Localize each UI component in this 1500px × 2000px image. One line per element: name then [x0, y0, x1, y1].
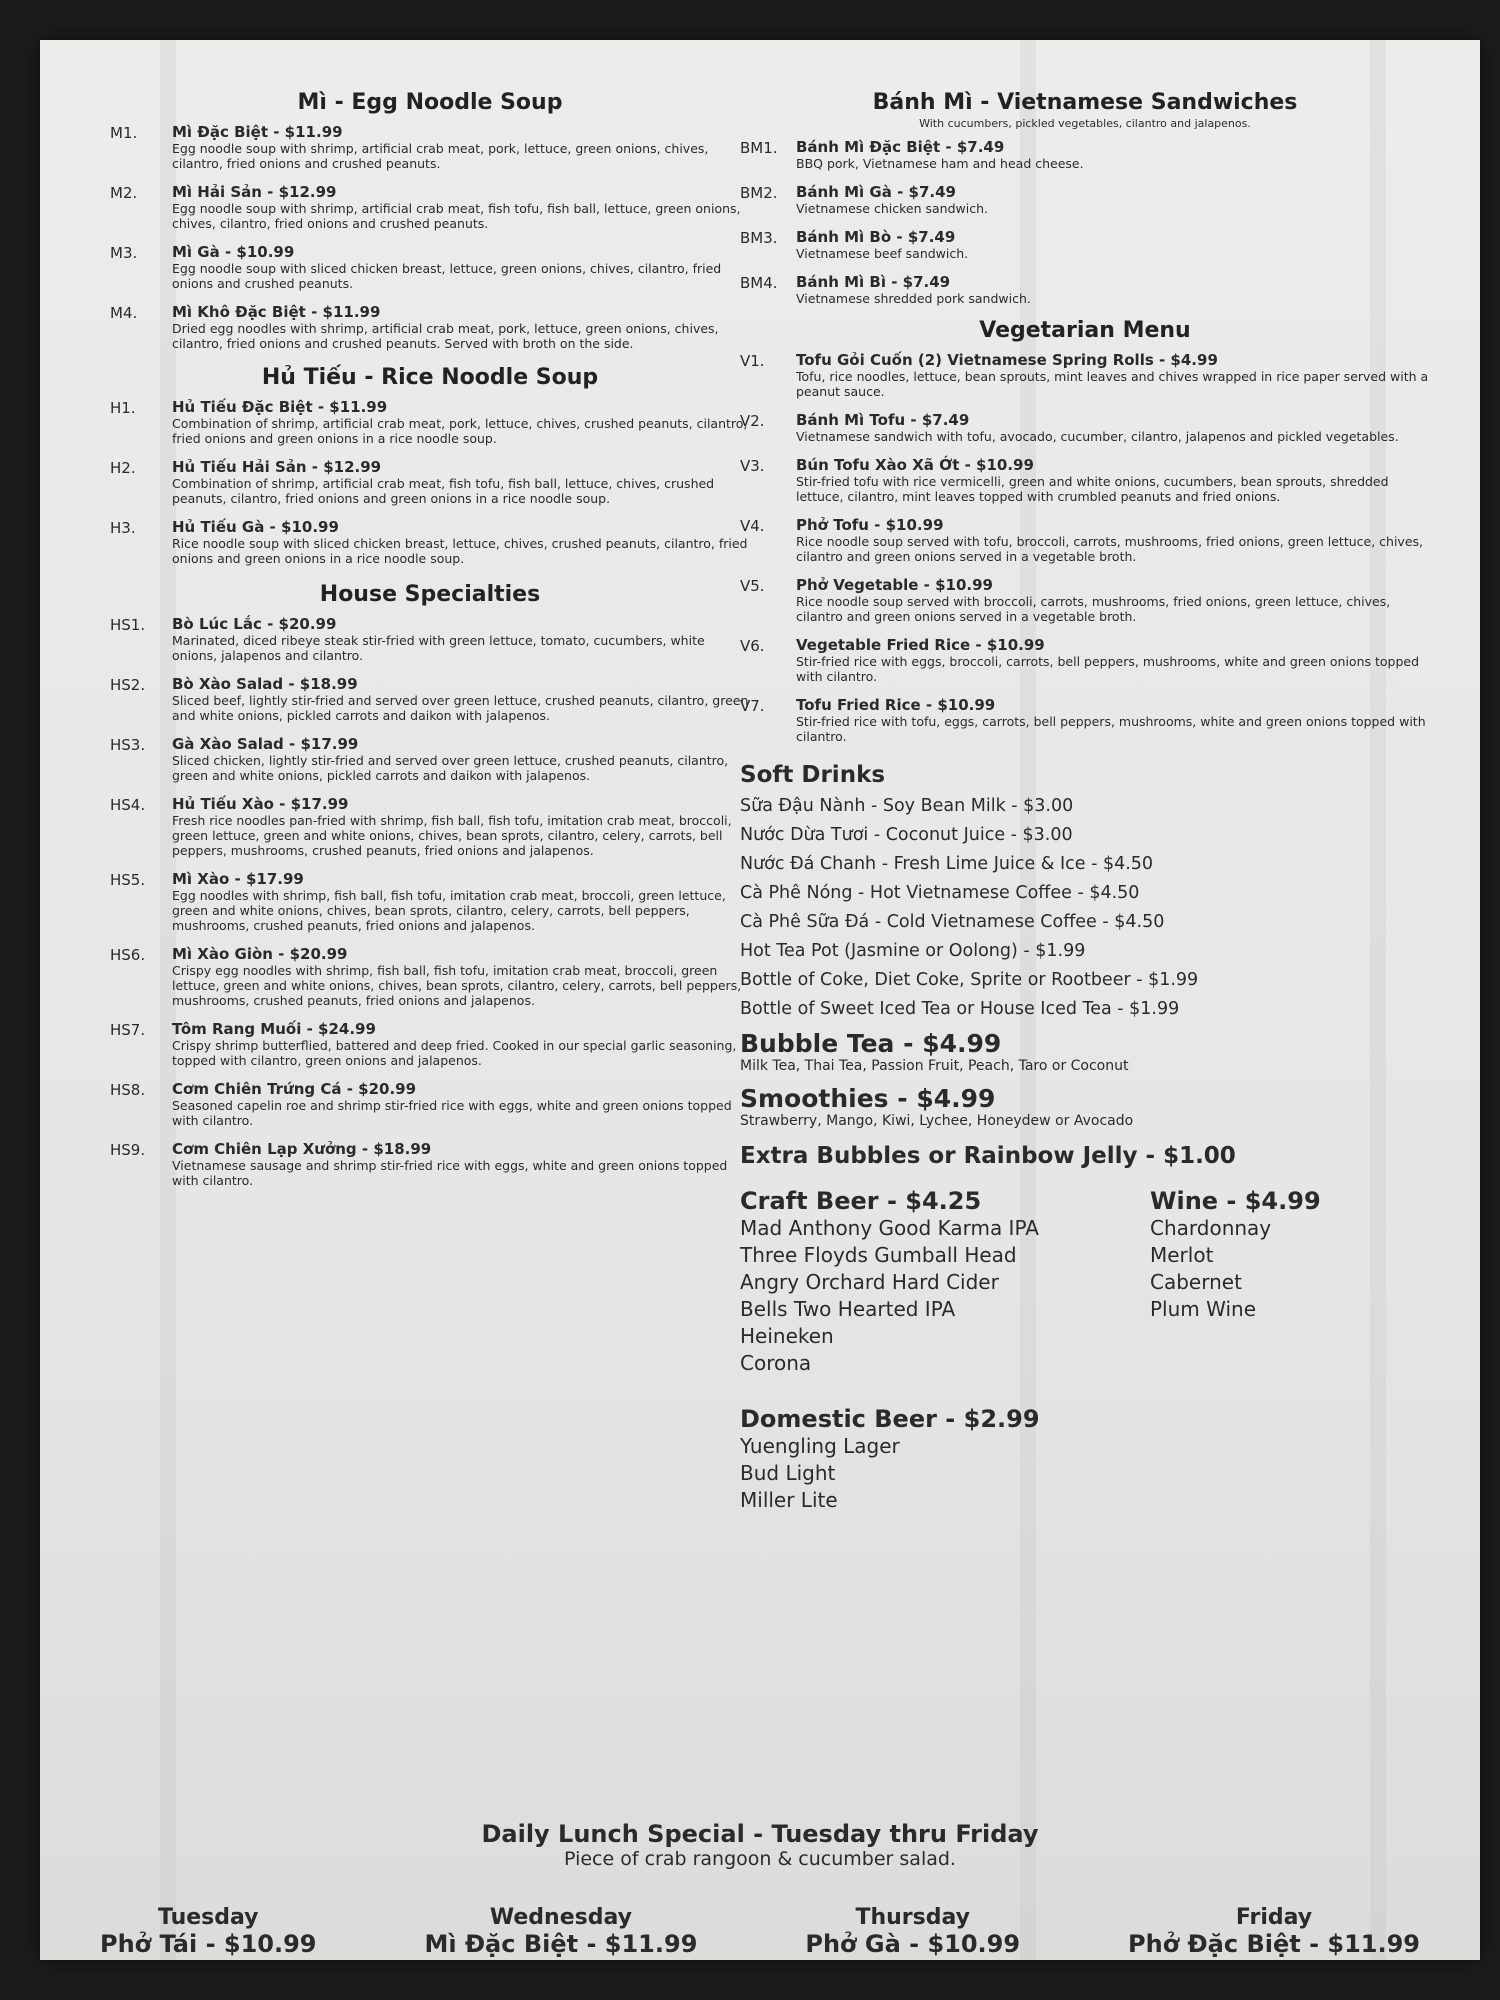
item-code: M3. [110, 244, 138, 262]
item-name: Mì Gà - $10.99 [172, 243, 295, 261]
soft-drinks-list [740, 796, 1430, 1019]
item-name: Tofu Fried Rice - $10.99 [796, 696, 996, 714]
item-code: M4. [110, 304, 138, 322]
menu-item [740, 576, 1430, 624]
menu-item [740, 456, 1430, 504]
item-description: BBQ pork, Vietnamese ham and head cheese. [796, 156, 1084, 171]
list-item: Miller Lite [740, 1488, 838, 1512]
menu-item [110, 945, 750, 1008]
item-name: Hủ Tiếu Gà - $10.99 [172, 518, 339, 536]
item-description: Vietnamese shredded pork sandwich. [796, 291, 1031, 306]
item-description: Stir-fried tofu with rice vermicelli, green and white onions, cucumbers, bean sprouts, shredded lettuce, cilantro, mint leaves topped with crumbled peanuts and fried onions. [796, 474, 1389, 504]
day-name: Thursday [855, 1905, 970, 1930]
item-description: Stir-fried rice with eggs, broccoli, carrots, bell peppers, mushrooms, white and green onions topped with cilantro. [796, 654, 1420, 684]
banh-mi-list [740, 138, 1430, 306]
item-name: Mì Đặc Biệt - $11.99 [172, 123, 343, 141]
day-name: Wednesday [489, 1905, 632, 1930]
rice-noodle-title: Hủ Tiếu - Rice Noodle Soup [261, 365, 599, 390]
menu-item [740, 228, 1430, 261]
domestic-beer-list [740, 1433, 1150, 1514]
item-code: HS9. [110, 1141, 146, 1159]
list-item: Plum Wine [1150, 1297, 1257, 1321]
menu-item [110, 1140, 750, 1188]
item-description: Combination of shrimp, artificial crab meat, fish tofu, fish ball, lettuce, chives, crushed peanuts, cilantro, fried onions and green onions in a rice noodle soup. [172, 476, 715, 506]
lunch-special [40, 1820, 1480, 1870]
list-item: Bottle of Coke, Diet Coke, Sprite or Rootbeer - $1.99 [740, 970, 1199, 990]
day-name: Tuesday [157, 1905, 259, 1930]
menu-item [110, 615, 750, 663]
soft-drinks-title: Soft Drinks [740, 762, 886, 788]
item-code: V1. [740, 352, 765, 370]
smoothies-title: Smoothies - $4.99 [740, 1084, 996, 1113]
list-item: Nước Đá Chanh - Fresh Lime Juice & Ice - $4.50 [740, 854, 1154, 874]
craft-beer-title: Craft Beer - $4.25 [740, 1187, 982, 1215]
menu-item [110, 458, 750, 506]
item-description: Egg noodle soup with shrimp, artificial crab meat, fish tofu, fish ball, lettuce, green onions, chives, cilantro, fried onions and crushed peanuts. [172, 201, 741, 231]
menu-item [110, 123, 750, 171]
item-description: Vietnamese sausage and shrimp stir-fried rice with eggs, white and green onions topped with cilantro. [172, 1158, 728, 1188]
lunch-special-subtitle: Piece of crab rangoon & cucumber salad. [564, 1848, 956, 1870]
craft-beer-list [740, 1215, 1150, 1377]
item-description: Marinated, diced ribeye steak stir-fried with green lettuce, tomato, cucumbers, white onions, jalapenos and cilantro. [172, 633, 705, 663]
wine-title: Wine - $4.99 [1150, 1187, 1321, 1215]
item-name: Cơm Chiên Lạp Xưởng - $18.99 [172, 1140, 432, 1158]
lunch-day-wednesday [424, 1905, 697, 1958]
menu-item [740, 273, 1430, 306]
item-code: HS5. [110, 871, 146, 889]
item-description: Tofu, rice noodles, lettuce, bean sprouts, mint leaves and chives wrapped in rice paper served with a peanut sauce. [796, 369, 1429, 399]
day-name: Friday [1235, 1905, 1313, 1930]
house-specialties-title: House Specialties [319, 582, 541, 607]
item-name: Bò Xào Salad - $18.99 [172, 675, 358, 693]
item-name: Hủ Tiếu Đặc Biệt - $11.99 [172, 398, 388, 416]
item-code: HS7. [110, 1021, 146, 1039]
item-description: Combination of shrimp, artificial crab meat, pork, lettuce, chives, crushed peanuts, cilantro, fried onions and green onions in a rice noodle soup. [172, 416, 748, 446]
item-code: V4. [740, 517, 765, 535]
menu-item [740, 516, 1430, 564]
menu-item [110, 183, 750, 231]
item-name: Mì Xào Giòn - $20.99 [172, 945, 348, 963]
item-name: Mì Hải Sản - $12.99 [172, 183, 337, 201]
list-item: Angry Orchard Hard Cider [740, 1270, 999, 1294]
list-item: Corona [740, 1351, 812, 1375]
item-name: Bánh Mì Gà - $7.49 [796, 183, 956, 201]
item-name: Tôm Rang Muối - $24.99 [172, 1020, 376, 1038]
item-name: Bò Lúc Lắc - $20.99 [172, 615, 337, 633]
item-description: Crispy shrimp butterflied, battered and deep fried. Cooked in our special garlic seasoning, topped with cilantro, green onions and jalapenos. [172, 1038, 737, 1068]
menu-item [110, 243, 750, 291]
day-dish: Phở Gà - $10.99 [805, 1930, 1021, 1958]
item-name: Phở Tofu - $10.99 [796, 516, 944, 534]
item-description: Egg noodle soup with sliced chicken breast, lettuce, green onions, chives, cilantro, fried onions and crushed peanuts. [172, 261, 722, 291]
item-name: Vegetable Fried Rice - $10.99 [796, 636, 1045, 654]
item-code: HS2. [110, 676, 146, 694]
list-item: Sữa Đậu Nành - Soy Bean Milk - $3.00 [740, 796, 1074, 816]
menu-item [740, 636, 1430, 684]
item-code: BM2. [740, 184, 778, 202]
banh-mi-title: Bánh Mì - Vietnamese Sandwiches [872, 90, 1298, 115]
menu-item [740, 183, 1430, 216]
menu-item [110, 1080, 750, 1128]
item-name: Bún Tofu Xào Xã Ớt - $10.99 [796, 456, 1034, 474]
list-item: Nước Dừa Tươi - Coconut Juice - $3.00 [740, 825, 1073, 845]
menu-item [110, 735, 750, 783]
item-name: Gà Xào Salad - $17.99 [172, 735, 359, 753]
list-item: Cà Phê Nóng - Hot Vietnamese Coffee - $4.50 [740, 883, 1140, 903]
list-item: Cà Phê Sữa Đá - Cold Vietnamese Coffee - $4.50 [740, 912, 1165, 932]
item-code: HS1. [110, 616, 146, 634]
item-description: Sliced chicken, lightly stir-fried and served over green lettuce, crushed peanuts, cilantro, green and white onions, pickled carrots and daikon with jalapenos. [172, 753, 729, 783]
item-description: Sliced beef, lightly stir-fried and served over green lettuce, crushed peanuts, cilantro, green and white onions, pickled carrots and daikon with jalapenos. [172, 693, 749, 723]
lunch-days [100, 1905, 1420, 1958]
item-description: Seasoned capelin roe and shrimp stir-fried rice with eggs, white and green onions topped with cilantro. [172, 1098, 732, 1128]
lunch-special-title: Daily Lunch Special - Tuesday thru Friday [481, 1820, 1039, 1848]
day-dish: Phở Đặc Biệt - $11.99 [1128, 1930, 1420, 1958]
item-name: Mì Xào - $17.99 [172, 870, 304, 888]
vegetarian-title: Vegetarian Menu [979, 318, 1191, 343]
list-item: Bottle of Sweet Iced Tea or House Iced Tea - $1.99 [740, 999, 1180, 1019]
beer-wine-section [740, 1187, 1430, 1514]
item-code: H2. [110, 459, 136, 477]
menu-item [740, 696, 1430, 744]
menu-item [110, 675, 750, 723]
left-column [110, 90, 750, 1200]
item-description: Egg noodles with shrimp, fish ball, fish tofu, imitation crab meat, broccoli, green lettuce, green and white onions, chives, bean sprots, cilantro, celery, carrots, bell peppers, mushrooms, crushed peanuts, fried onions and jalapenos. [172, 888, 726, 933]
item-code: V2. [740, 412, 765, 430]
lunch-day-friday [1128, 1905, 1420, 1958]
item-name: Cơm Chiên Trứng Cá - $20.99 [172, 1080, 417, 1098]
list-item: Yuengling Lager [740, 1434, 900, 1458]
item-name: Mì Khô Đặc Biệt - $11.99 [172, 303, 381, 321]
item-description: Rice noodle soup with sliced chicken breast, lettuce, chives, crushed peanuts, cilantro, fried onions and green onions in a rice noodle soup. [172, 536, 748, 566]
menu-sheet [40, 40, 1480, 1960]
list-item: Bells Two Hearted IPA [740, 1297, 956, 1321]
item-name: Tofu Gỏi Cuốn (2) Vietnamese Spring Rolls - $4.99 [796, 351, 1218, 369]
item-name: Bánh Mì Bò - $7.49 [796, 228, 956, 246]
house-specialties-list [110, 615, 750, 1188]
item-description: Vietnamese beef sandwich. [796, 246, 969, 261]
item-description: Dried egg noodles with shrimp, artificial crab meat, pork, lettuce, green onions, chives, cilantro, fried onions and crushed peanuts. Served with broth on the side. [172, 321, 719, 351]
item-description: Egg noodle soup with shrimp, artificial crab meat, pork, lettuce, green onions, chives, cilantro, fried onions and crushed peanuts. [172, 141, 709, 171]
menu-item [740, 138, 1430, 171]
lunch-day-thursday [805, 1905, 1020, 1958]
item-name: Phở Vegetable - $10.99 [796, 576, 993, 594]
egg-noodle-list [110, 123, 750, 351]
list-item: Bud Light [740, 1461, 836, 1485]
banh-mi-subtitle: With cucumbers, pickled vegetables, cilantro and jalapenos. [919, 117, 1251, 130]
bubble-tea-title: Bubble Tea - $4.99 [740, 1029, 1002, 1058]
list-item: Heineken [740, 1324, 834, 1348]
item-description: Stir-fried rice with tofu, eggs, carrots, bell peppers, mushrooms, white and green onions topped with cilantro. [796, 714, 1426, 744]
rice-noodle-list [110, 398, 750, 566]
item-description: Crispy egg noodles with shrimp, fish ball, fish tofu, imitation crab meat, broccoli, green lettuce, green and white onions, chives, bean sprots, cilantro, celery, carrots, bell peppers, mushrooms, crushed peanuts, fried onions and jalapenos. [172, 963, 742, 1008]
item-code: HS6. [110, 946, 146, 964]
menu-item [110, 870, 750, 933]
menu-item [110, 518, 750, 566]
item-name: Bánh Mì Bì - $7.49 [796, 273, 951, 291]
list-item: Chardonnay [1150, 1216, 1272, 1240]
item-code: BM4. [740, 274, 778, 292]
item-code: BM1. [740, 139, 778, 157]
list-item: Mad Anthony Good Karma IPA [740, 1216, 1039, 1240]
item-code: HS4. [110, 796, 146, 814]
list-item: Hot Tea Pot (Jasmine or Oolong) - $1.99 [740, 941, 1086, 961]
menu-item [740, 351, 1430, 399]
list-item: Merlot [1150, 1243, 1214, 1267]
lunch-day-tuesday [100, 1905, 317, 1958]
item-name: Bánh Mì Đặc Biệt - $7.49 [796, 138, 1005, 156]
item-code: M2. [110, 184, 138, 202]
day-dish: Mì Đặc Biệt - $11.99 [424, 1930, 698, 1958]
item-code: HS8. [110, 1081, 146, 1099]
item-description: Vietnamese sandwich with tofu, avocado, cucumber, cilantro, jalapenos and pickled vegetables. [796, 429, 1399, 444]
bubble-tea-flavors: Milk Tea, Thai Tea, Passion Fruit, Peach, Taro or Coconut [740, 1058, 1129, 1074]
menu-item [110, 795, 750, 858]
item-name: Hủ Tiếu Xào - $17.99 [172, 795, 349, 813]
item-code: V3. [740, 457, 765, 475]
menu-item [110, 1020, 750, 1068]
wine-list [1150, 1215, 1430, 1323]
item-code: H3. [110, 519, 136, 537]
item-code: V7. [740, 697, 765, 715]
list-item: Cabernet [1150, 1270, 1242, 1294]
item-description: Rice noodle soup served with broccoli, carrots, mushrooms, fried onions, green lettuce, chives, cilantro and green onions served in a vegetable broth. [796, 594, 1391, 624]
item-name: Hủ Tiếu Hải Sản - $12.99 [172, 458, 382, 476]
item-description: Fresh rice noodles pan-fried with shrimp, fish ball, fish tofu, imitation crab meat, broccoli, green lettuce, green and white onions, chives, bean sprots, cilantro, celery, carrots, bell peppers, mushrooms, crushed peanuts, fried onions and jalapenos. [172, 813, 732, 858]
extra-bubbles: Extra Bubbles or Rainbow Jelly - $1.00 [740, 1143, 1236, 1169]
day-dish: Phở Tái - $10.99 [100, 1930, 317, 1958]
item-code: V6. [740, 637, 765, 655]
menu-item [110, 398, 750, 446]
menu-item [110, 303, 750, 351]
list-item: Three Floyds Gumball Head [740, 1243, 1017, 1267]
item-description: Vietnamese chicken sandwich. [796, 201, 988, 216]
smoothies-flavors: Strawberry, Mango, Kiwi, Lychee, Honeydew or Avocado [740, 1113, 1134, 1129]
domestic-beer-title: Domestic Beer - $2.99 [740, 1405, 1040, 1433]
item-description: Rice noodle soup served with tofu, broccoli, carrots, mushrooms, fried onions, green lettuce, chives, cilantro and green onions served in a vegetable broth. [796, 534, 1424, 564]
item-code: HS3. [110, 736, 146, 754]
item-name: Bánh Mì Tofu - $7.49 [796, 411, 970, 429]
vegetarian-list [740, 351, 1430, 744]
menu-item [740, 411, 1430, 444]
egg-noodle-title: Mì - Egg Noodle Soup [297, 90, 563, 115]
item-code: V5. [740, 577, 765, 595]
item-code: BM3. [740, 229, 778, 247]
item-code: H1. [110, 399, 136, 417]
right-column [740, 90, 1430, 1514]
item-code: M1. [110, 124, 138, 142]
